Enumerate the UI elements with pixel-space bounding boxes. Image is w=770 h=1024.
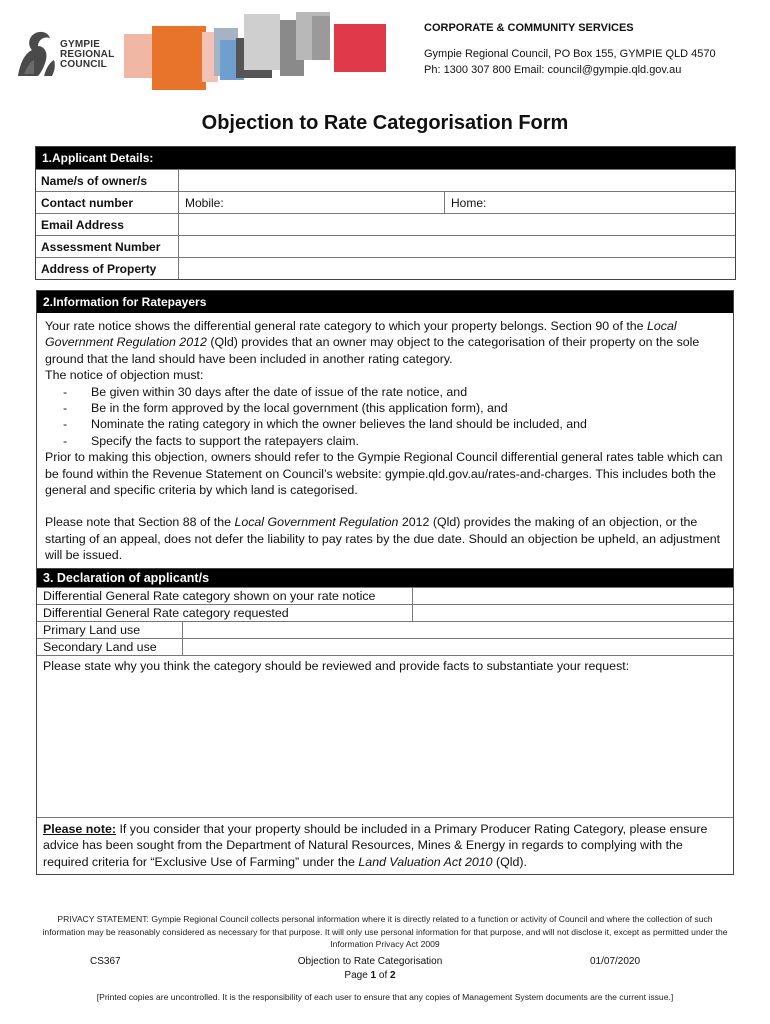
text-run: of (376, 970, 391, 981)
department-name: CORPORATE & COMMUNITY SERVICES (424, 22, 634, 34)
owner-row (36, 169, 735, 191)
list-item-text: Specify the facts to support the ratepayers claim. (91, 433, 359, 448)
reason-textarea[interactable] (37, 655, 733, 817)
requested-category-row (37, 604, 733, 621)
section-3-heading: 3. Declaration of applicant/s (37, 569, 733, 587)
info-paragraph-1 (45, 318, 725, 367)
address-row (36, 257, 735, 279)
council-logo-text (60, 40, 114, 70)
text-run: Your rate notice shows the differential general rate category to which your property belongs. Section 90 of the (45, 319, 647, 333)
home-field[interactable] (445, 192, 735, 213)
text-run: 2012 (Qld) provides the making of an objection, or the starting of an appeal, does not defer the liability to pay rates by the due date. Should an objection be upheld, an adjustment will be issued. (45, 515, 721, 563)
list-item (63, 384, 725, 400)
list-item-text: Nominate the rating category in which the owner believes the land should be included, and (91, 417, 587, 432)
dash-marker: - (63, 417, 68, 432)
mobile-label: Mobile: (185, 196, 224, 210)
privacy-statement: PRIVACY STATEMENT: Gympie Regional Council collects personal information where it is directly related to a function or activity of Council and where the collection of such information may be reasonably considered as necessary for that purpose. It will only use personal information for that purpose, and will not disclose it, except as permitted under the Information Privacy Act 2009 (42, 914, 728, 949)
page-indicator (250, 969, 490, 983)
color-block (152, 26, 206, 90)
email-label: Email Address (36, 214, 179, 235)
text-run-italic: Land Valuation Act 2010 (358, 854, 493, 869)
info-paragraph-4 (45, 514, 725, 563)
list-item-text: Be given within 30 days after the date of issue of the rate notice, and (91, 384, 468, 399)
section-2-body (37, 313, 733, 568)
form-code: CS367 (90, 956, 121, 967)
primary-land-use-row (37, 621, 733, 638)
text-run-italic: Local Government Regulation (234, 515, 399, 530)
footer-center (250, 955, 490, 983)
assessment-field[interactable] (179, 236, 735, 257)
secondary-land-use-field[interactable] (183, 639, 733, 655)
text-run: (Qld) provides that an owner may object to the categorisation of their property on the sole ground that the land should have been included in another rating category. (45, 335, 700, 366)
info-paragraph-2: The notice of objection must: (45, 368, 204, 383)
note-label: Please note: (43, 822, 116, 836)
text-run: Please note that Section 88 of the (45, 515, 235, 530)
requested-category-field[interactable] (413, 605, 733, 621)
contact-label: Contact number (36, 192, 179, 213)
info-paragraph-3: Prior to making this objection, owners should refer to the Gympie Regional Council differential general rates table which can be found within the Revenue Statement on Council’s website: gympie.qld.gov.au/rates-and-charges. This includes both the general and specific criteria by which land is categorised. (45, 450, 723, 498)
text-run: (Qld). (492, 854, 527, 869)
applicant-details-table (35, 146, 736, 280)
list-item-text: Be in the form approved by the local government (this application form), and (91, 401, 508, 416)
dash-marker: - (63, 401, 68, 416)
reason-prompt: Please state why you think the category should be reviewed and provide facts to substantiate your request: (43, 659, 630, 673)
logo-line-1: GYMPIE (60, 39, 101, 50)
contact-row (36, 191, 735, 213)
assessment-row (36, 235, 735, 257)
declaration-table (36, 568, 734, 875)
section-2-heading: 2.Information for Ratepayers (37, 291, 733, 313)
text-run-italic: Local Government Regulation 2012 (45, 319, 677, 350)
color-block (334, 24, 386, 72)
page-total: 2 (390, 970, 396, 981)
address-label: Address of Property (36, 258, 179, 279)
assessment-label: Assessment Number (36, 236, 179, 257)
color-block (312, 16, 330, 60)
home-label: Home: (451, 196, 487, 210)
current-category-label: Differential General Rate category shown on your rate notice (37, 588, 413, 604)
dash-marker: - (63, 433, 68, 448)
mobile-field[interactable] (179, 192, 445, 213)
dash-marker: - (63, 384, 68, 399)
color-block (124, 34, 154, 78)
page-number: 1 (370, 970, 377, 981)
primary-land-use-field[interactable] (183, 622, 733, 638)
council-contact-block (424, 20, 716, 78)
postal-address: Gympie Regional Council, PO Box 155, GYMPIE QLD 4570 (424, 48, 716, 60)
footer-doc-title: Objection to Rate Categorisation (297, 956, 443, 967)
requirements-list (63, 384, 725, 450)
email-row (36, 213, 735, 235)
decorative-color-blocks (120, 12, 390, 84)
ratepayer-information-box (36, 290, 734, 569)
owner-field[interactable] (179, 170, 735, 191)
text-run: Page (344, 970, 371, 981)
secondary-land-use-row (37, 638, 733, 655)
footer-date: 01/07/2020 (590, 956, 641, 967)
email-field[interactable] (179, 214, 735, 235)
current-category-field[interactable] (413, 588, 733, 604)
phone-email: Ph: 1300 307 800 Email: council@gympie.qld.gov.au (424, 64, 682, 76)
secondary-land-use-label: Secondary Land use (37, 639, 183, 655)
address-field[interactable] (179, 258, 735, 279)
requested-category-label: Differential General Rate category requested (37, 605, 413, 621)
owner-label: Name/s of owner/s (36, 170, 179, 191)
current-category-row (37, 587, 733, 604)
council-emblem-icon (14, 24, 64, 80)
section-1-heading: 1.Applicant Details: (36, 147, 735, 169)
primary-land-use-label: Primary Land use (37, 622, 183, 638)
logo-line-3: COUNCIL (60, 59, 107, 70)
uncontrolled-copy-notice: [Printed copies are uncontrolled. It is the responsibility of each user to ensure that any copies of Management System documents are the current issue.] (96, 992, 674, 1002)
list-item (63, 400, 725, 416)
primary-producer-note (37, 817, 733, 874)
list-item (63, 416, 725, 432)
logo-line-2: REGIONAL (60, 49, 115, 60)
form-title: Objection to Rate Categorisation Form (201, 112, 569, 134)
list-item (63, 433, 725, 449)
text-run: If you consider that your property should be included in a Primary Producer Rating Category, please ensure advice has been sought from the Department of Natural Resources, Mines & Energy in regards to complying with the required criteria for “Exclusive Use of Farming” under the (43, 822, 708, 869)
color-block (244, 14, 280, 70)
